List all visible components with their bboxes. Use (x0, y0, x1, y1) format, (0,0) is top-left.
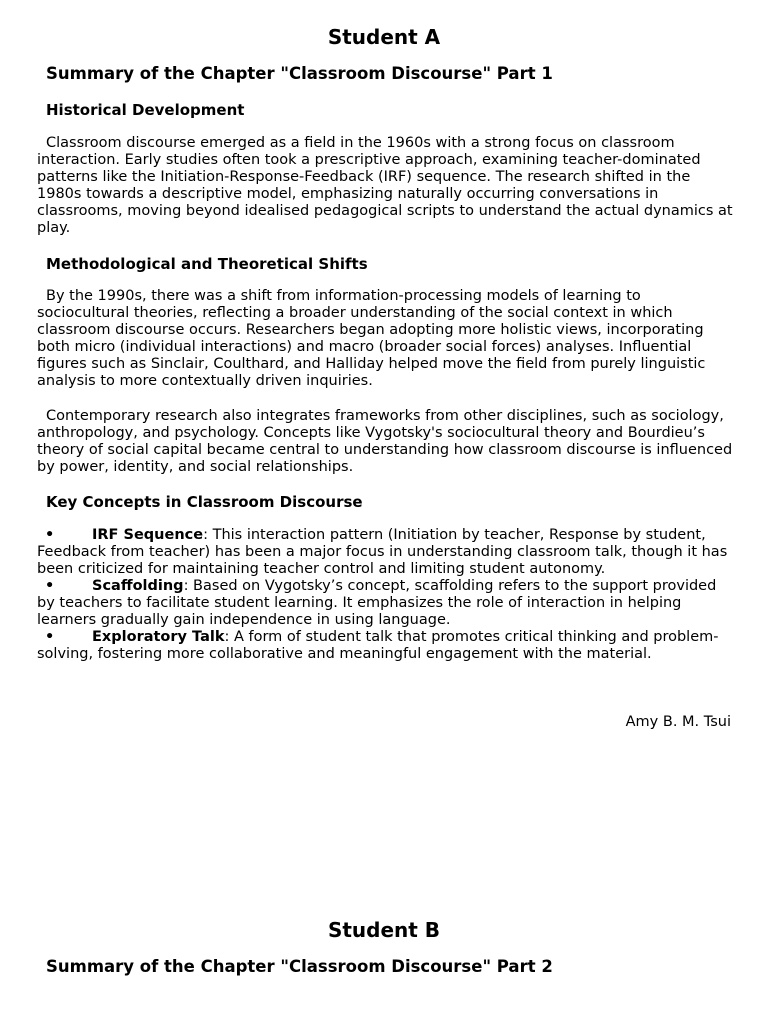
bullet-icon: • (45, 527, 55, 543)
student-a-summary-title: Summary of the Chapter "Classroom Discourse" Part 1 (46, 64, 553, 83)
section-heading-methodological-shifts: Methodological and Theoretical Shifts (46, 255, 368, 273)
paragraph-methodological-shifts-1: By the 1990s, there was a shift from information-processing models of learning to sociocultural theories, reflecting a broader understanding of the social context in which classroom discourse occurs. Researchers began adopting more holistic views, incorporating both micro (individual interactions) and macro (broader social forces) analyses. Influential figures such as Sinclair, Coulthard, and Halliday helped move the field from purely linguistic analysis to more contextually driven inquiries. (37, 288, 706, 389)
list-item-scaffolding (37, 578, 737, 629)
term-exploratory-talk: Exploratory Talk (92, 629, 225, 645)
paragraph-historical-development: Classroom discourse emerged as a field in the 1960s with a strong focus on classroom interaction. Early studies often took a prescriptive approach, examining teacher-dominated patterns like the Initiation-Response-Feedback (IRF) sequence. The research shifted in the 1980s towards a descriptive model, emphasizing naturally occurring conversations in classrooms, moving beyond idealised pedagogical scripts to understand the actual dynamics at play. (37, 135, 733, 236)
section-heading-historical-development: Historical Development (46, 101, 245, 119)
list-item-exploratory-talk (37, 629, 737, 663)
key-concepts-list (37, 527, 737, 663)
term-irf-sequence: IRF Sequence (92, 527, 204, 543)
paragraph-methodological-shifts-2: Contemporary research also integrates frameworks from other disciplines, such as sociology, anthropology, and psychology. Concepts like Vygotsky's sociocultural theory and Bourdieu’s theory of social capital became central to understanding how classroom discourse is influenced by power, identity, and social relationships. (37, 408, 733, 475)
definition-exploratory-talk: : A form of student talk that promotes critical thinking and problem-solving, fostering more collaborative and meaningful engagement with the material. (37, 629, 719, 662)
student-b-summary-title: Summary of the Chapter "Classroom Discourse" Part 2 (46, 957, 553, 976)
author-attribution: Amy B. M. Tsui (625, 714, 731, 730)
bullet-icon: • (45, 629, 55, 645)
term-scaffolding: Scaffolding (92, 578, 184, 594)
student-a-heading: Student A (327, 25, 441, 49)
list-item-irf-sequence (37, 527, 737, 578)
student-b-heading: Student B (327, 918, 441, 942)
section-heading-key-concepts: Key Concepts in Classroom Discourse (46, 493, 363, 511)
bullet-icon: • (45, 578, 55, 594)
definition-scaffolding: : Based on Vygotsky’s concept, scaffolding refers to the support provided by teachers to facilitate student learning. It emphasizes the role of interaction in helping learners gradually gain independence in using language. (37, 578, 717, 628)
definition-irf-sequence: : This interaction pattern (Initiation by teacher, Response by student, Feedback from teacher) has been a major focus in understanding classroom talk, though it has been criticized for maintaining teacher control and limiting student autonomy. (37, 527, 728, 577)
